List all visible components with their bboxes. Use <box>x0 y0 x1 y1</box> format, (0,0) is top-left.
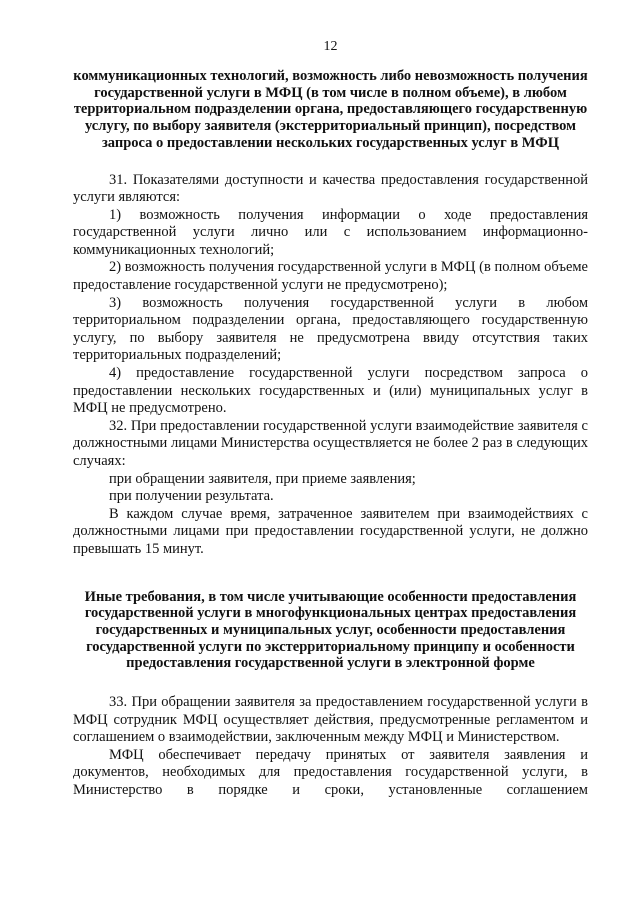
list-item-1: 1) возможность получения информации о ходе предоставления государственной услуги лично или с использованием информационно-коммуникационных технологий; <box>73 206 588 258</box>
case-item-1: при обращении заявителя, при приеме заявления; <box>109 470 416 487</box>
list-item-4: 4) предоставление государственной услуги посредством запроса о предоставлении нескольких государственных и (или) муниципальных услуг в МФЦ не предусмотрено. <box>73 365 588 417</box>
case-item-2: при получении результата. <box>109 488 274 505</box>
paragraph-33: 33. При обращении заявителя за предоставлением государственной услуги в МФЦ сотрудник МФЦ осуществляет действия, предусмотренные регламентом и соглашением о взаимодействии, заключенным между МФЦ и Министерством. <box>73 694 588 746</box>
page-number: 12 <box>323 39 338 54</box>
list-item-3: 3) возможность получения государственной услуги в любом территориальном подразделении органа, предоставляющего государственную услугу, по выбору заявителя не предусмотрена ввиду отсутствия таких территориальных подразделений; <box>73 294 588 364</box>
paragraph-31: 31. Показателями доступности и качества предоставления государственной услуги являются: <box>73 171 588 206</box>
paragraph-32: 32. При предоставлении государственной услуги взаимодействие заявителя с должностными лицами Министерства осуществляется не более 2 раз в следующих случаях: <box>73 417 588 470</box>
document-page <box>73 38 588 800</box>
section-other-requirements-body <box>73 694 588 800</box>
section-heading-other-requirements: Иные требования, в том числе учитывающие особенности предоставления государственной услуги в многофункциональных центрах предоставления государственных и муниципальных услуг, особенности предоставления государственной услуги по экстерриториальному принципу и особенности предоставления государственной услуги в электронной форме <box>84 588 577 672</box>
section-accessibility-body <box>73 172 588 559</box>
list-item-2: 2) возможность получения государственной услуги в МФЦ (в полном объеме предоставление государственной услуги не предусмотрено); <box>73 259 588 294</box>
paragraph-mfc-transfer: МФЦ обеспечивает передачу принятых от заявителя заявления и документов, необходимых для предоставления государственной услуги, в Министерство в порядке и сроки, установленные соглашением <box>73 746 588 799</box>
section-heading-accessibility: коммуникационных технологий, возможность либо невозможность получения государственной услуги в МФЦ (в том числе в полном объеме), в любом территориальном подразделении органа, предоставляющего государственную услугу, по выбору заявителя (экстерриториальный принцип), посредством запроса о предоставлении нескольких государственных услуг в МФЦ <box>73 68 588 151</box>
paragraph-time-limit: В каждом случае время, затраченное заявителем при взаимодействиях с должностными лицами при предоставлении государственной услуги, не должно превышать 15 минут. <box>73 505 588 557</box>
